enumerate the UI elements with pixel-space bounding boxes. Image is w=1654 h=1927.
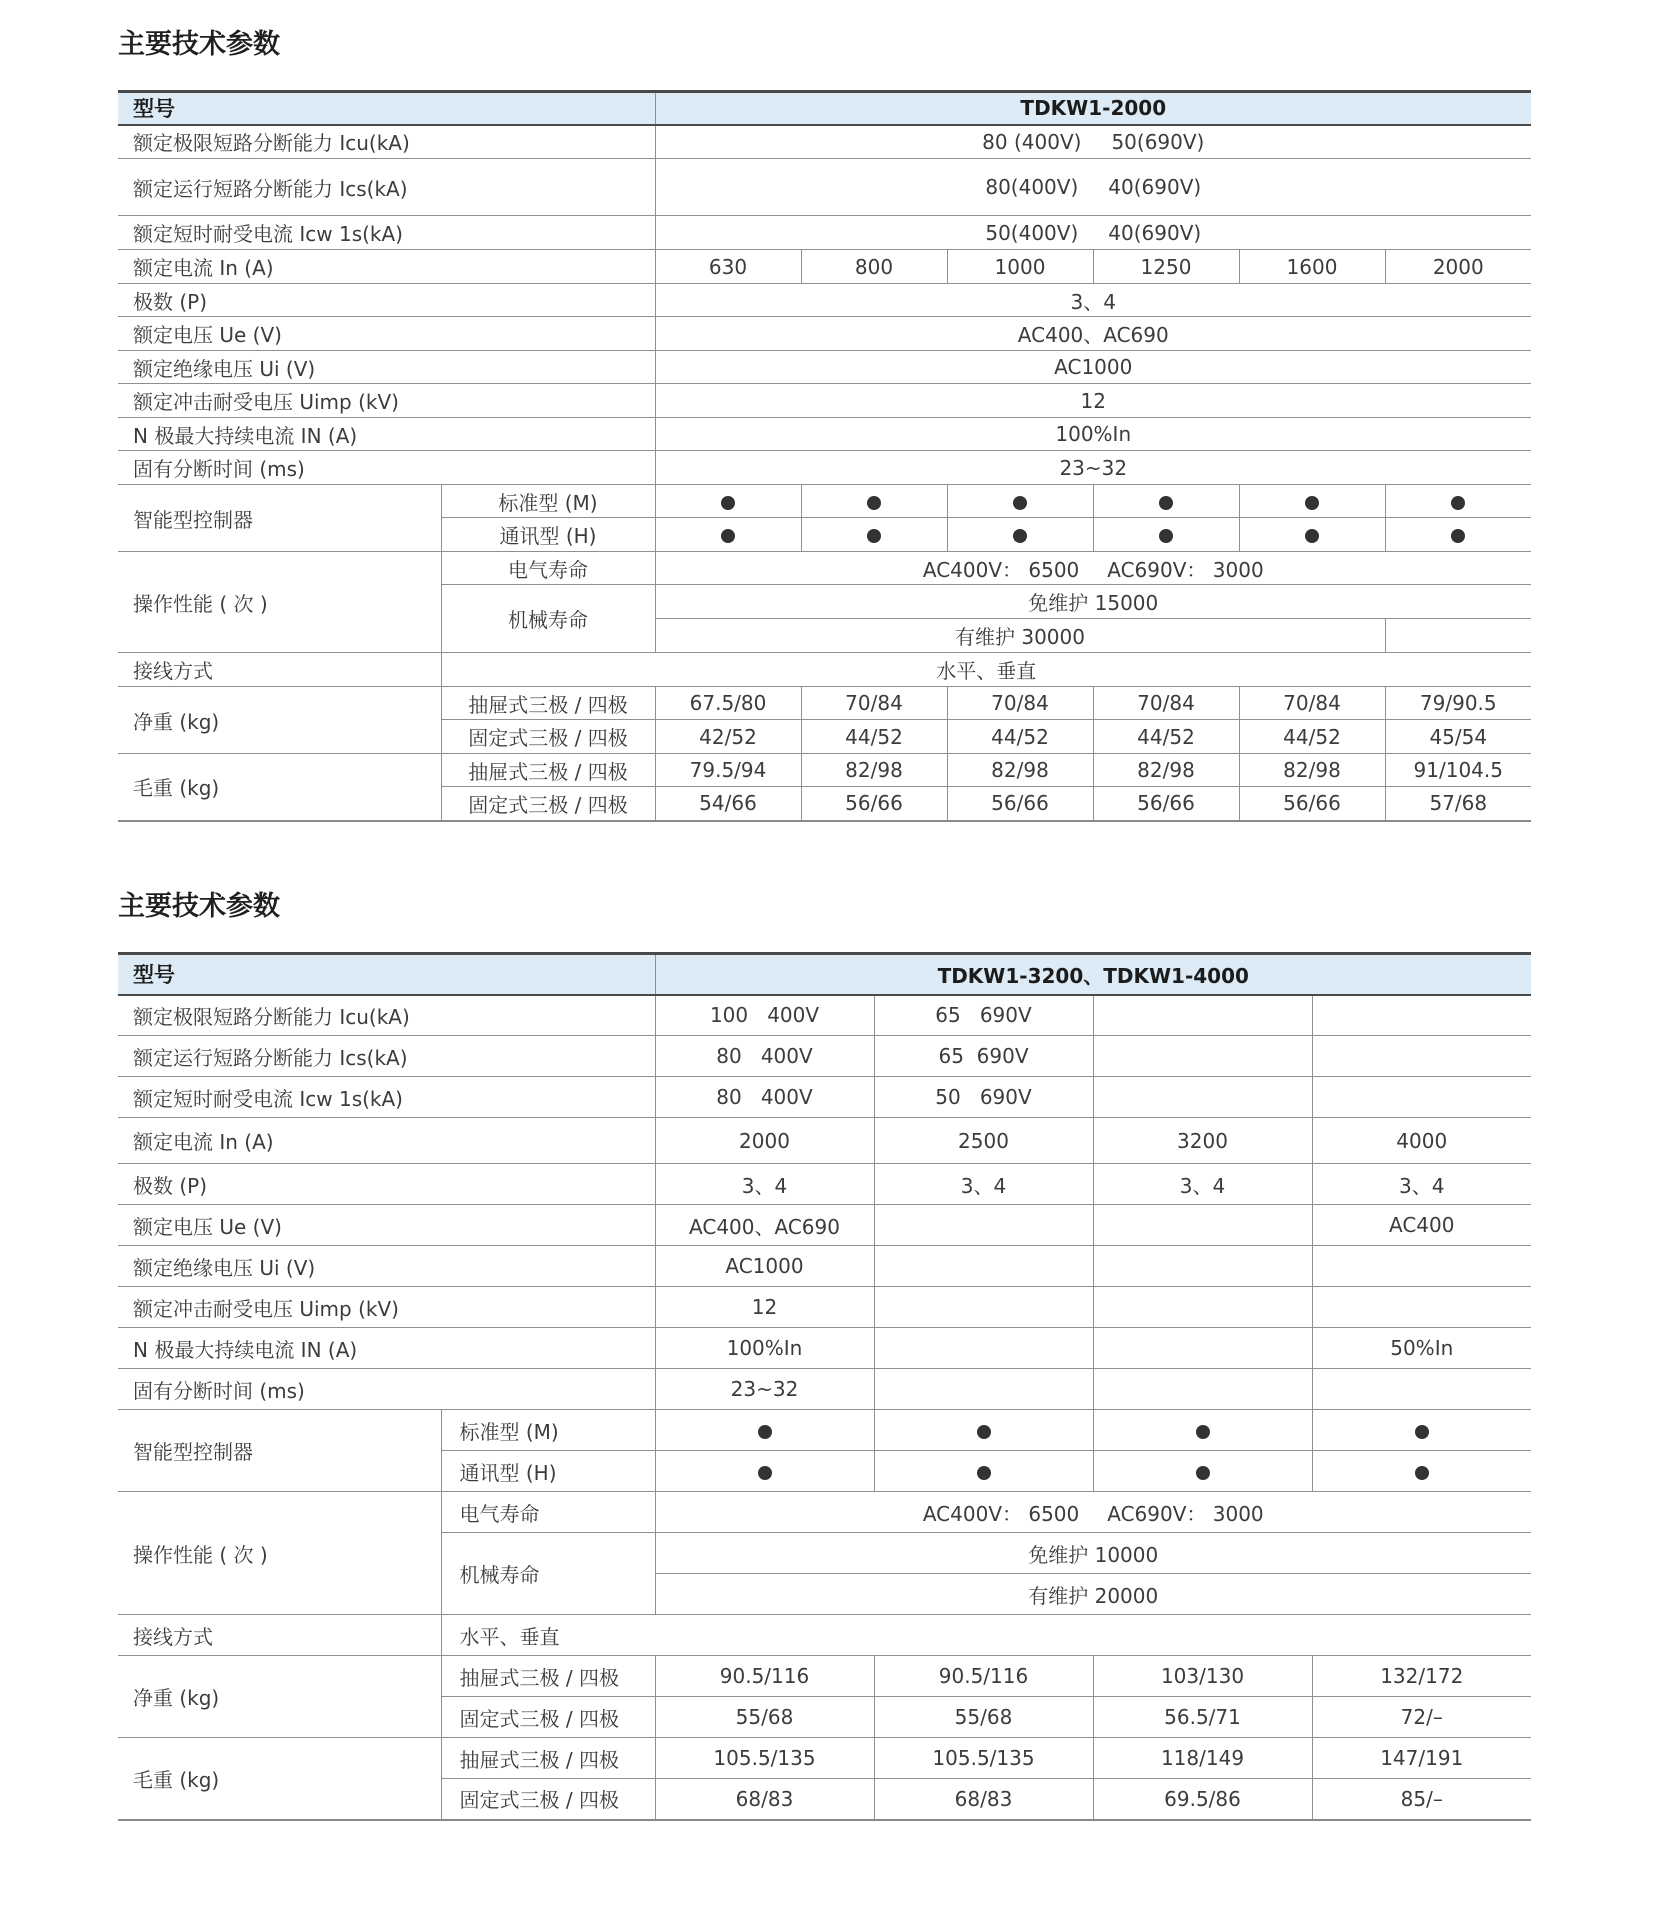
filled-dot-icon [1013,496,1027,510]
table-row [118,317,1531,351]
table-cell [1093,1451,1312,1492]
filled-dot-icon [721,496,735,510]
sub-label: 固定式三极 / 四极 [441,787,655,821]
sub-label: 固定式三极 / 四极 [441,1697,655,1738]
table-cell: 57/68 [1385,787,1531,821]
table-cell: 水平、垂直 [441,653,1531,687]
value-voltage: 690V [979,1003,1032,1028]
table-row [118,552,1531,585]
table-cell [874,1410,1093,1451]
table-cell: 132/172 [1312,1656,1531,1697]
table-cell: 82/98 [1093,754,1239,787]
table-row [118,1246,1531,1287]
table-cell: 70/84 [1093,687,1239,720]
value-ka: 80 [716,1044,742,1068]
header-row [118,92,1531,125]
table-cell: 3、4 [874,1164,1093,1205]
row-label: 接线方式 [118,1615,441,1656]
table-cell [874,1246,1093,1287]
table-cell: 23~32 [655,451,1531,485]
table-cell [655,995,874,1036]
value-ka: 65 [938,1044,964,1068]
table-cell [801,518,947,552]
table-row [118,216,1531,250]
filled-dot-icon [1451,529,1465,543]
table-cell: 56/66 [1093,787,1239,821]
row-label: 额定运行短路分断能力 Ics(kA) [118,1036,655,1077]
row-label: 额定电压 Ue (V) [118,1205,655,1246]
filled-dot-icon [758,1425,772,1439]
table-cell: 70/84 [801,687,947,720]
row-label: 智能型控制器 [118,1410,441,1492]
table-row [118,1328,1531,1369]
table-cell [655,1036,874,1077]
table-row [118,159,1531,216]
table-cell: 55/68 [874,1697,1093,1738]
table-cell: 有维护 20000 [655,1574,1531,1615]
table-cell [1093,1328,1312,1369]
value-voltage: 690V [976,1044,1029,1068]
table-cell: 免维护 15000 [655,585,1531,619]
table-row [118,1410,1531,1451]
table-cell [1312,1077,1531,1118]
table-cell [655,518,801,552]
table-cell: 1000 [947,250,1093,284]
table-cell: 2000 [655,1118,874,1164]
table-cell [947,485,1093,518]
row-label: 额定运行短路分断能力 Ics(kA) [118,159,655,216]
table-cell [1312,995,1531,1036]
table-row [118,250,1531,284]
filled-dot-icon [1013,529,1027,543]
filled-dot-icon [1305,496,1319,510]
table-row [118,284,1531,317]
table-row [118,1492,1531,1533]
row-label: 毛重 (kg) [118,754,441,821]
header-row [118,954,1531,995]
table-cell: 105.5/135 [655,1738,874,1779]
value-ka: 65 [935,1003,961,1028]
table-cell [1312,1369,1531,1410]
table-cell [1093,1077,1312,1118]
model-header-label: 型号 [118,954,655,995]
table-cell: 55/68 [655,1697,874,1738]
table-cell [1093,1369,1312,1410]
value-400v: 80(400V) [985,175,1079,199]
table-cell: 69.5/86 [1093,1779,1312,1820]
table-cell: 3200 [1093,1118,1312,1164]
table-cell: 3、4 [655,284,1531,317]
table-cell [1385,619,1531,653]
table-cell: 82/98 [947,754,1093,787]
filled-dot-icon [1305,529,1319,543]
table-cell: AC400、AC690 [655,317,1531,351]
filled-dot-icon [867,529,881,543]
row-label: 固有分断时间 (ms) [118,451,655,485]
table-cell [1385,485,1531,518]
sub-label: 机械寿命 [441,585,655,653]
table-cell: 23~32 [655,1369,874,1410]
table-cell: 70/84 [1239,687,1385,720]
value-690v: AC690V： 3000 [1107,557,1264,582]
row-label: 固有分断时间 (ms) [118,1369,655,1410]
table-row [118,995,1531,1036]
filled-dot-icon [977,1425,991,1439]
table-cell: 100%In [655,418,1531,451]
table-row [118,1287,1531,1328]
table-cell: 100%In [655,1328,874,1369]
row-label: 额定电流 In (A) [118,1118,655,1164]
table-cell: 79.5/94 [655,754,801,787]
table-cell [874,1287,1093,1328]
table-cell: 72/– [1312,1697,1531,1738]
filled-dot-icon [977,1466,991,1480]
table-row [118,351,1531,384]
sub-label: 电气寿命 [441,1492,655,1533]
table-cell [874,1451,1093,1492]
table-cell: 105.5/135 [874,1738,1093,1779]
table-cell [1312,1036,1531,1077]
value-ka: 50 [935,1085,961,1109]
table-cell: 50%In [1312,1328,1531,1369]
sub-label: 抽屉式三极 / 四极 [441,687,655,720]
table-cell [655,1410,874,1451]
table-cell: AC1000 [655,351,1531,384]
row-label: 额定绝缘电压 Ui (V) [118,1246,655,1287]
value-690v: 40(690V) [1108,175,1202,199]
sub-label: 固定式三极 / 四极 [441,1779,655,1820]
table-cell: 68/83 [874,1779,1093,1820]
table-cell: 免维护 10000 [655,1533,1531,1574]
model-name: TDKW1-3200、TDKW1-4000 [655,954,1531,995]
table-cell [1385,518,1531,552]
row-label: 净重 (kg) [118,1656,441,1738]
sub-label: 通讯型 (H) [441,1451,655,1492]
row-label: 额定电压 Ue (V) [118,317,655,351]
model-name: TDKW1-2000 [655,92,1531,125]
table-cell [1239,485,1385,518]
table-cell: 12 [655,1287,874,1328]
table-cell [1312,1287,1531,1328]
table-cell [1312,1410,1531,1451]
table-row [118,754,1531,787]
value-voltage: 400V [760,1085,813,1109]
row-label: 极数 (P) [118,284,655,317]
table-cell: AC400、AC690 [655,1205,874,1246]
table-cell [1093,518,1239,552]
table-row [118,1118,1531,1164]
table-cell: 630 [655,250,801,284]
table-cell: 90.5/116 [874,1656,1093,1697]
table-row [118,1036,1531,1077]
table-cell [1093,1410,1312,1451]
row-label: 操作性能 ( 次 ) [118,1492,441,1615]
filled-dot-icon [867,496,881,510]
filled-dot-icon [1415,1425,1429,1439]
table-row [118,384,1531,418]
value-400v: AC400V： 6500 [922,557,1080,582]
table-cell [655,552,1531,585]
table-cell [655,1492,1531,1533]
table-cell: 70/84 [947,687,1093,720]
table-cell: 90.5/116 [655,1656,874,1697]
row-label: 额定冲击耐受电压 Uimp (kV) [118,1287,655,1328]
value-690v: 40(690V) [1108,220,1202,245]
table-row [118,1077,1531,1118]
table-row [118,485,1531,518]
table-cell: 118/149 [1093,1738,1312,1779]
filled-dot-icon [1159,496,1173,510]
table-cell: 1250 [1093,250,1239,284]
row-label: 极数 (P) [118,1164,655,1205]
table-row [118,1164,1531,1205]
spec-table-tdkw1-3200-4000 [118,952,1531,1821]
table-cell: 45/54 [1385,720,1531,754]
row-label: N 极最大持续电流 IN (A) [118,418,655,451]
table-cell [1093,1205,1312,1246]
table-cell: 2500 [874,1118,1093,1164]
sub-label: 标准型 (M) [441,1410,655,1451]
section-title-2: 主要技术参数 [118,891,280,922]
sub-label: 固定式三极 / 四极 [441,720,655,754]
value-voltage: 690V [979,1085,1032,1109]
model-header-label: 型号 [118,92,655,125]
table-cell: 56/66 [801,787,947,821]
sub-label: 电气寿命 [441,552,655,585]
table-cell: 82/98 [1239,754,1385,787]
value-voltage: 400V [767,1003,820,1028]
table-cell [1093,1246,1312,1287]
filled-dot-icon [1415,1466,1429,1480]
sub-label: 抽屉式三极 / 四极 [441,1656,655,1697]
table-cell: AC400 [1312,1205,1531,1246]
table-cell: 79/90.5 [1385,687,1531,720]
table-row [118,687,1531,720]
row-label: 额定冲击耐受电压 Uimp (kV) [118,384,655,418]
table-row [118,1369,1531,1410]
table-cell [655,159,1531,216]
table-cell [874,995,1093,1036]
table-row [118,125,1531,159]
sub-label: 通讯型 (H) [441,518,655,552]
table-cell: 800 [801,250,947,284]
filled-dot-icon [758,1466,772,1480]
table-cell [655,1077,874,1118]
row-label: 额定极限短路分断能力 Icu(kA) [118,125,655,159]
filled-dot-icon [721,529,735,543]
row-label: 额定绝缘电压 Ui (V) [118,351,655,384]
table-cell: 67.5/80 [655,687,801,720]
value-ka: 100 [709,1003,749,1028]
row-label: 毛重 (kg) [118,1738,441,1820]
table-cell: 42/52 [655,720,801,754]
table-cell [1093,1287,1312,1328]
row-label: 操作性能 ( 次 ) [118,552,441,653]
table-cell: 82/98 [801,754,947,787]
table-cell [874,1369,1093,1410]
table-cell: 44/52 [1239,720,1385,754]
value-400v: 50(400V) [985,220,1079,245]
table-cell: 56.5/71 [1093,1697,1312,1738]
row-label: 额定短时耐受电流 Icw 1s(kA) [118,216,655,250]
sub-label: 机械寿命 [441,1533,655,1615]
table-row [118,1656,1531,1697]
spec-table-tdkw1-2000 [118,90,1531,822]
table-cell: 2000 [1385,250,1531,284]
table-cell [655,1451,874,1492]
table-row [118,1205,1531,1246]
table-cell [1093,1036,1312,1077]
table-cell: 147/191 [1312,1738,1531,1779]
table-cell: 1600 [1239,250,1385,284]
row-label: 智能型控制器 [118,485,441,552]
table-cell [874,1077,1093,1118]
table-cell [874,1205,1093,1246]
table-cell [655,216,1531,250]
table-cell: 12 [655,384,1531,418]
table-cell: 44/52 [801,720,947,754]
sub-label: 抽屉式三极 / 四极 [441,1738,655,1779]
filled-dot-icon [1159,529,1173,543]
table-cell: 44/52 [1093,720,1239,754]
table-cell: 91/104.5 [1385,754,1531,787]
table-cell: 4000 [1312,1118,1531,1164]
table-row [118,1738,1531,1779]
table-cell [655,485,801,518]
table-cell: 56/66 [1239,787,1385,821]
table-row [118,418,1531,451]
row-label: 接线方式 [118,653,441,687]
filled-dot-icon [1196,1425,1210,1439]
table-cell [874,1328,1093,1369]
value-690v: 50(690V) [1111,129,1205,154]
value-voltage: 400V [760,1044,813,1068]
table-cell: 有维护 30000 [655,619,1385,653]
row-label: N 极最大持续电流 IN (A) [118,1328,655,1369]
table-cell: 85/– [1312,1779,1531,1820]
sub-label: 标准型 (M) [441,485,655,518]
value-400v: 80 (400V) [982,129,1082,154]
value-ka: 80 [716,1085,742,1109]
table-cell [1312,1451,1531,1492]
table-cell: 56/66 [947,787,1093,821]
table-cell: 103/130 [1093,1656,1312,1697]
table-cell [1093,995,1312,1036]
section-title-1: 主要技术参数 [118,29,280,60]
table-cell: 68/83 [655,1779,874,1820]
table-cell: 3、4 [1312,1164,1531,1205]
row-label: 额定极限短路分断能力 Icu(kA) [118,995,655,1036]
table-cell [801,485,947,518]
value-690v: AC690V： 3000 [1107,1501,1264,1526]
table-cell [947,518,1093,552]
table-cell [1312,1246,1531,1287]
table-cell: 3、4 [1093,1164,1312,1205]
row-label: 净重 (kg) [118,687,441,754]
table-cell: 54/66 [655,787,801,821]
row-label: 额定电流 In (A) [118,250,655,284]
sub-label: 抽屉式三极 / 四极 [441,754,655,787]
table-row [118,451,1531,485]
table-cell: 44/52 [947,720,1093,754]
row-label: 额定短时耐受电流 Icw 1s(kA) [118,1077,655,1118]
filled-dot-icon [1196,1466,1210,1480]
table-cell: 水平、垂直 [441,1615,1531,1656]
table-row [118,1615,1531,1656]
table-cell [1239,518,1385,552]
value-400v: AC400V： 6500 [922,1501,1080,1526]
table-row [118,653,1531,687]
table-cell: 3、4 [655,1164,874,1205]
table-cell [1093,485,1239,518]
table-cell: AC1000 [655,1246,874,1287]
filled-dot-icon [1451,496,1465,510]
table-cell [874,1036,1093,1077]
table-cell [655,125,1531,159]
